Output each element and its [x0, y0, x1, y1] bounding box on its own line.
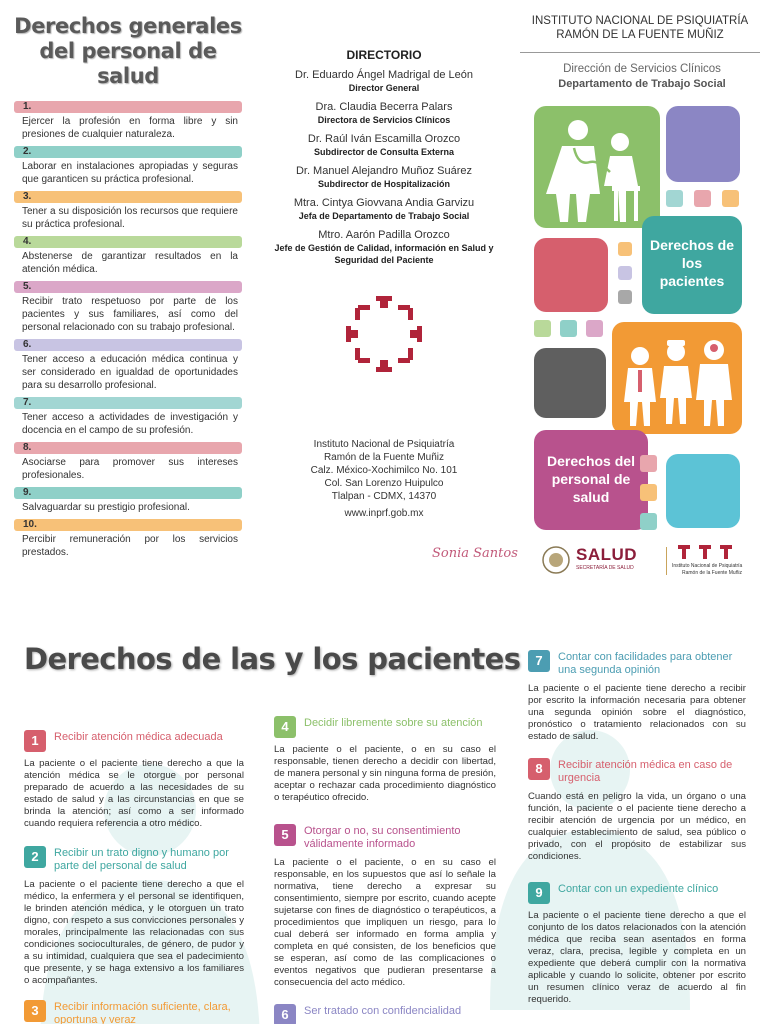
patient-right-item	[528, 650, 746, 743]
patient-right-header	[24, 1000, 244, 1024]
deco-square	[722, 190, 739, 207]
staff-right-number: 5.	[14, 281, 242, 293]
address-line: Col. San Lorenzo Huipulco	[324, 478, 444, 489]
patient-right-item	[528, 882, 746, 1006]
staff-right-number: 4.	[14, 236, 242, 248]
directory-person-role: Director General	[348, 83, 420, 93]
deco-square	[640, 513, 657, 530]
staff-right-item	[14, 191, 242, 231]
patient-right-item	[528, 758, 746, 863]
patient-right-title: Contar con facilidades para obtener una segunda opinión	[558, 651, 733, 676]
institute-name-line1: INSTITUTO NACIONAL DE PSIQUIATRÍA	[531, 15, 749, 27]
staff-right-item	[14, 101, 242, 141]
designer-signature: Sonia Santos	[432, 546, 518, 561]
staff-illustration-tile	[612, 322, 742, 434]
patient-right-number: 2	[24, 846, 46, 868]
deco-square	[640, 484, 657, 501]
address-line: Ramón de la Fuente Muñiz	[323, 452, 445, 463]
staff-rights-tile[interactable]	[534, 430, 648, 530]
patient-right-description: La paciente o el paciente tiene derecho a recibir por escrito la información necesaria para obtener una segunda opinión sobre el diagnóstico, pronóstico o tratamiento relacionados con su estado de salud.	[528, 683, 746, 742]
staff-right-number: 10.	[14, 519, 242, 531]
directory-entry	[270, 132, 498, 158]
patient-right-number: 8	[528, 758, 550, 780]
directory-person-role: Jefa de Departamento de Trabajo Social	[298, 211, 470, 221]
inprf-logo-line2: Ramón de la Fuente Muñiz	[682, 570, 743, 576]
patient-right-item	[274, 716, 496, 804]
institute-address	[270, 438, 498, 520]
patient-right-number: 6	[274, 1004, 296, 1024]
department-name: Departamento de Trabajo Social	[558, 78, 726, 90]
directory-list	[270, 68, 498, 266]
gray-tile	[534, 348, 606, 418]
patient-right-header	[274, 1004, 496, 1024]
deco-square	[666, 190, 683, 207]
staff-right-item	[14, 236, 242, 276]
institute-logo	[346, 296, 422, 372]
directory-entry	[270, 228, 498, 266]
patient-right-item	[24, 1000, 244, 1024]
directory-person-name: Dr. Raúl Iván Escamilla Orozco	[307, 133, 461, 145]
staff-right-number: 3.	[14, 191, 242, 203]
patient-right-number: 3	[24, 1000, 46, 1022]
directory-entry	[270, 196, 498, 222]
directory-heading: DIRECTORIO	[346, 48, 422, 62]
staff-right-text: Tener acceso a actividades de investigación y docencia en el campo de su profesión.	[22, 412, 238, 436]
deco-square	[694, 190, 711, 207]
patient-right-description: La paciente o el paciente tiene derecho a que el médico, la enfermera y el personal se identifiquen, le brinden atención médica, y le otorguen un trato digno, con respeto a sus convicciones personales y morales, principalmente las relacionadas con sus condiciones socioculturales, de género, de pudor y a su intimidad, cualquiera que sea el padecimiento que presente, y se haga extensivo a los familiares o acompañantes.	[24, 879, 244, 986]
purple-tile	[666, 106, 740, 182]
red-tile	[534, 238, 608, 312]
salud-logo-subtext: SECRETARÍA DE SALUD	[576, 565, 634, 571]
patient-right-title: Recibir atención médica adecuada	[54, 731, 223, 743]
direction-name: Dirección de Servicios Clínicos	[563, 63, 721, 75]
patient-right-description: La paciente o el paciente tiene derecho a que la atención médica se le otorgue por personal preparado de acuerdo a las necesidades de su estado de salud y a las circunstancias en que se brinda la atención; así como a ser informado cuando requiera referencia a otro médico.	[24, 758, 244, 829]
sponsor-logos	[542, 543, 762, 579]
patient-right-item	[24, 846, 244, 987]
directory-entry	[270, 164, 498, 190]
staff-right-text: Recibir trato respetuoso por parte de los pacientes y sus familiares, así como del personal relacionado con su trabajo profesional.	[22, 296, 238, 333]
staff-right-item	[14, 281, 242, 334]
staff-rights-panel	[14, 14, 242, 564]
address-line: Instituto Nacional de Psiquiatría	[313, 439, 455, 450]
patients-rights-tile-label: Derechos de los pacientes	[649, 237, 735, 289]
patient-right-title: Ser tratado con confidencialidad	[304, 1005, 462, 1017]
staff-right-number: 7.	[14, 397, 242, 409]
directory-entry	[270, 68, 498, 94]
doctor-patient-illustration	[534, 106, 660, 228]
staff-right-text: Percibir remuneración por los servicios prestados.	[22, 534, 238, 558]
directory-person-role: Jefe de Gestión de Calidad, información en Salud y Seguridad del Paciente	[274, 243, 494, 265]
patient-right-item	[24, 730, 244, 830]
staff-right-text: Ejercer la profesión en forma libre y sin presiones de cualquier naturaleza.	[22, 116, 238, 140]
patient-right-number: 1	[24, 730, 46, 752]
staff-rights-title: Derechos generales del personal de salud	[14, 14, 242, 88]
deco-square	[586, 320, 603, 337]
patient-right-title: Recibir un trato digno y humano por parte del personal de salud	[54, 847, 229, 872]
inprf-logo-line1: Instituto Nacional de Psiquiatría	[672, 563, 743, 569]
institute-name	[520, 14, 760, 53]
directory-person-role: Subdirector de Hospitalización	[317, 179, 451, 189]
patients-rights-tile[interactable]	[642, 216, 742, 314]
staff-right-item	[14, 442, 242, 482]
staff-right-text: Tener a su disposición los recursos que requiere su práctica profesional.	[22, 206, 238, 230]
patient-rights-title: Derechos de las y los pacientes	[24, 642, 521, 676]
lightblue-tile	[666, 454, 740, 528]
patient-right-header	[528, 758, 746, 785]
directory-panel	[270, 48, 498, 272]
staff-right-item	[14, 339, 242, 392]
staff-right-text: Salvaguardar su prestigio profesional.	[22, 502, 190, 513]
patient-right-title: Recibir atención médica en caso de urgencia	[558, 759, 733, 784]
staff-right-number: 9.	[14, 487, 242, 499]
staff-right-item	[14, 397, 242, 437]
patient-right-title: Recibir información suficiente, clara, oportuna y veraz	[54, 1001, 231, 1024]
staff-right-text: Tener acceso a educación médica continua y ser considerado en igualdad de oportunidades para su desarrollo profesional.	[22, 354, 238, 391]
directory-person-name: Dr. Manuel Alejandro Muñoz Suárez	[295, 165, 473, 177]
patient-right-description: La paciente o el paciente, o en su caso el responsable, en los supuestos que así lo señale la normativa, tiene derecho a expresar su consentimiento, siempre por escrito, cuando acepte sujetarse con fines de diagnóstico o terapéuticos, a procedimientos que impliquen un riesgo, para lo cual deberá ser informado en forma amplia y completa en qué consisten, de los beneficios que se esperan, así como de las complicaciones o eventos negativos que pudieran presentarse a consecuencia del acto médico.	[274, 857, 496, 988]
website-link[interactable]: www.inprf.gob.mx	[344, 508, 424, 519]
staff-right-item	[14, 487, 242, 514]
patient-right-title: Otorgar o no, su consentimiento válidamente informado	[304, 825, 461, 850]
mexico-seal-icon	[542, 545, 570, 575]
patient-right-header	[24, 730, 244, 752]
patient-right-description: La paciente o el paciente tiene derecho a que el conjunto de los datos relacionados con la atención médica que reciba sean asentados en forma veraz, clara, precisa, legible y completa en un expediente que deberá cumplir con la normativa aplicable y cuando lo solicite, obtener por escrito un resumen clínico veraz de acuerdo al fin requerido.	[528, 910, 746, 1005]
patient-right-number: 7	[528, 650, 550, 672]
patient-right-number: 4	[274, 716, 296, 738]
patient-right-header	[274, 716, 496, 738]
patient-right-header	[528, 650, 746, 677]
institute-name-line2: RAMÓN DE LA FUENTE MUÑIZ	[556, 29, 724, 41]
directory-entry	[270, 100, 498, 126]
patient-right-item	[274, 1004, 496, 1024]
staff-right-number: 8.	[14, 442, 242, 454]
directory-person-name: Dr. Eduardo Ángel Madrigal de León	[295, 69, 473, 81]
staff-right-number: 6.	[14, 339, 242, 351]
directory-person-role: Subdirector de Consulta Externa	[313, 147, 455, 157]
deco-square	[534, 320, 551, 337]
staff-right-number: 1.	[14, 101, 242, 113]
deco-square	[640, 455, 657, 472]
patient-right-header	[274, 824, 496, 851]
patient-right-item	[274, 824, 496, 989]
staff-right-text: Laborar en instalaciones apropiadas y seguras que garanticen su práctica profesional.	[22, 161, 238, 185]
logo-divider	[666, 547, 667, 575]
staff-right-text: Asociarse para promover sus intereses profesionales.	[22, 457, 238, 481]
directory-person-name: Mtra. Cintya Giovvana Andia Garvizu	[293, 197, 475, 209]
staff-right-number: 2.	[14, 146, 242, 158]
patient-right-number: 9	[528, 882, 550, 904]
patient-right-title: Decidir libremente sobre su atención	[304, 717, 483, 729]
patient-right-description: Cuando está en peligro la vida, un órgano o una función, la paciente o el paciente tiene derecho a recibir atención de urgencia por un médico, en cualquier establecimiento de salud, sea público o privado, con el propósito de estabilizar sus condiciones.	[528, 791, 746, 862]
patient-right-title: Contar con un expediente clínico	[558, 883, 719, 895]
staff-rights-tile-label: Derechos del personal de salud	[547, 453, 635, 505]
directory-person-name: Dra. Claudia Becerra Palars	[315, 101, 453, 113]
deco-square	[618, 242, 632, 256]
directory-person-name: Mtro. Aarón Padilla Orozco	[318, 229, 450, 241]
patient-right-header	[24, 846, 244, 873]
patient-rights-section	[0, 600, 768, 1024]
staff-rights-list	[14, 101, 242, 559]
patient-right-number: 5	[274, 824, 296, 846]
address-line: Calz. México-Xochimilco No. 101	[310, 465, 458, 476]
salud-logo-text: SALUD	[576, 545, 638, 564]
health-staff-illustration	[612, 322, 742, 434]
deco-square	[618, 266, 632, 280]
staff-right-item	[14, 146, 242, 186]
directory-person-role: Directora de Servicios Clínicos	[317, 115, 451, 125]
patient-right-description: La paciente o el paciente, o en su caso el responsable, tienen derecho a decidir con libertad, de manera personal y sin ninguna forma de presión, aceptar o rechazar cada procedimiento diagnóstico o terapéutico ofrecido.	[274, 744, 496, 803]
cover-panel	[516, 0, 768, 590]
inprf-logo-icon	[678, 545, 732, 561]
patient-right-header	[528, 882, 746, 904]
staff-right-item	[14, 519, 242, 559]
staff-right-text: Abstenerse de garantizar resultados en la atención médica.	[22, 251, 238, 275]
doctor-tile	[534, 106, 660, 228]
deco-square	[618, 290, 632, 304]
address-line: Tlalpan - CDMX, 14370	[331, 491, 437, 502]
deco-square	[560, 320, 577, 337]
